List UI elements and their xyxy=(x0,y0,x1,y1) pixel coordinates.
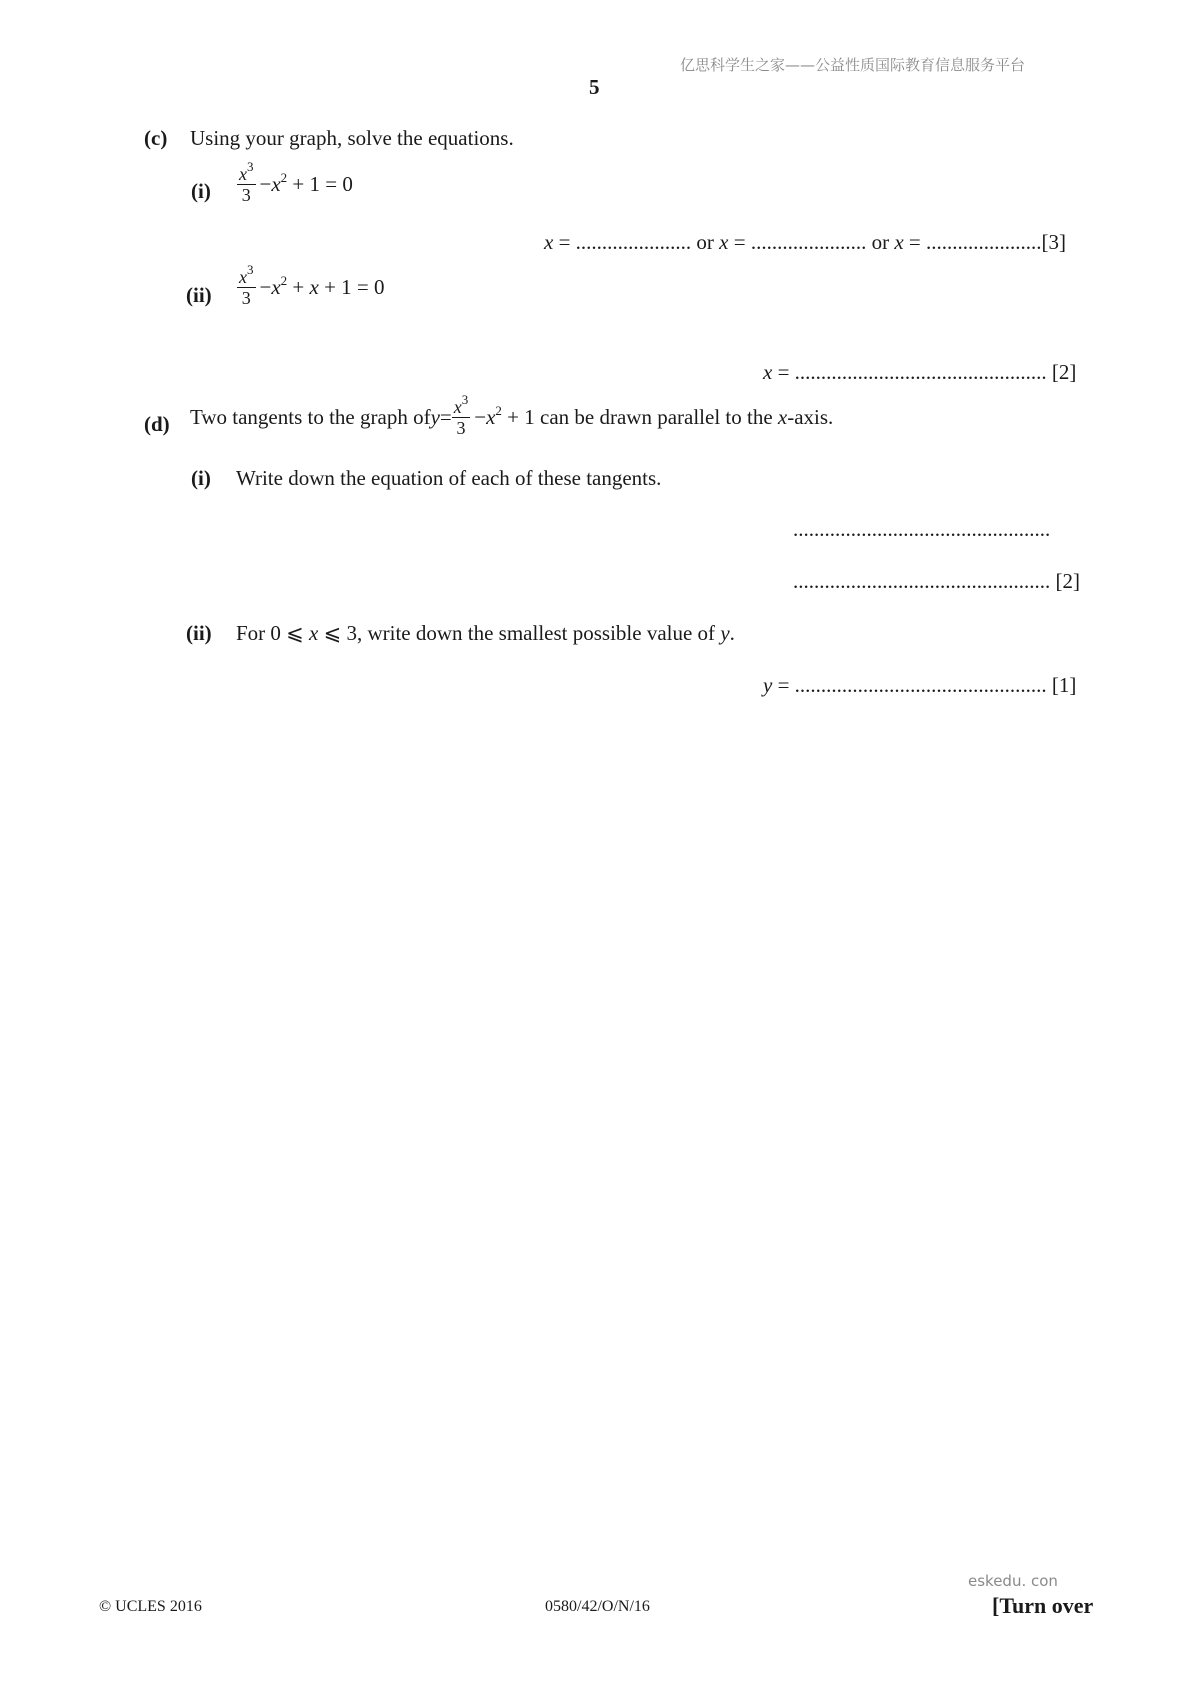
part-c-i-equation: $\frac{x^3}{3}$ $-x^2 + 1 = 0$ xyxy=(239,159,353,205)
part-d-statement: Two tangents to the graph of y = $\frac{x^3}{3}$ $-x^2 + 1$ can be drawn parallel to the x-axis. xyxy=(190,392,834,438)
page-number: 5 xyxy=(589,75,600,99)
part-d-i-answer-line-2[interactable]: ................................................. [2] xyxy=(793,569,1080,593)
part-d-label: (d) xyxy=(144,412,170,436)
marks: [2] xyxy=(1055,569,1080,593)
part-c-i-answer[interactable]: x = ...................... or x = ...................... or x = ......................[3] xyxy=(544,230,1067,254)
part-d-i-answer-line-1[interactable]: ................................................. xyxy=(793,517,1051,541)
copyright: © UCLES 2016 xyxy=(99,1598,202,1615)
part-d-ii-label: (ii) xyxy=(186,621,212,645)
marks: [1] xyxy=(1051,673,1077,697)
part-c-ii-label: (ii) xyxy=(186,283,212,307)
marks: [3] xyxy=(1041,230,1067,254)
watermark-top: 亿思科学生之家——公益性质国际教育信息服务平台 xyxy=(680,56,1026,74)
part-c-ii-answer[interactable]: x = ................................................ [2] xyxy=(763,360,1077,384)
part-c-i-label: (i) xyxy=(191,179,211,203)
part-d-i-instruction: Write down the equation of each of these tangents. xyxy=(236,466,662,490)
part-c-label: (c) xyxy=(144,126,168,150)
fraction: $\frac{x^3}{3}$ xyxy=(453,392,469,438)
part-c-ii-equation: $\frac{x^3}{3}$ $-x^2 + x + 1 = 0$ xyxy=(239,262,385,308)
part-d-ii-instruction: For 0 ⩽ x ⩽ 3, write down the smallest possible value of y. xyxy=(236,621,735,645)
part-c-instruction: Using your graph, solve the equations. xyxy=(190,126,514,150)
fraction: $\frac{x^3}{3}$ xyxy=(239,159,254,205)
marks: [2] xyxy=(1051,360,1077,384)
part-d-i-label: (i) xyxy=(191,466,211,490)
turn-over: [Turn over xyxy=(992,1593,1094,1618)
watermark-bottom: eskedu. con xyxy=(968,1572,1058,1590)
fraction: $\frac{x^3}{3}$ xyxy=(239,262,254,308)
part-d-ii-answer[interactable]: y = ................................................ [1] xyxy=(763,673,1077,697)
paper-code: 0580/42/O/N/16 xyxy=(545,1598,650,1615)
